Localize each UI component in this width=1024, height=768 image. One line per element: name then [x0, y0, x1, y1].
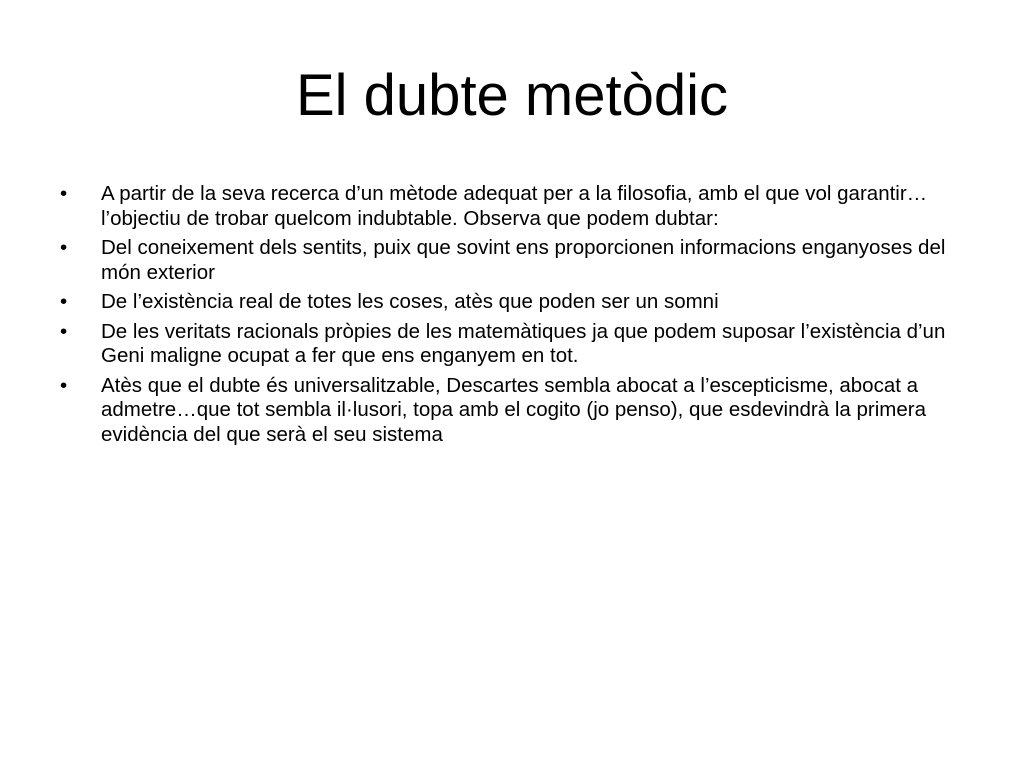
bullet-text: De les veritats racionals pròpies de les matemàtiques ja que podem suposar l’existència d’un Geni maligne ocupat a fer que ens enganyem en tot. [101, 319, 946, 367]
bullet-text: Atès que el dubte és universalitzable, Descartes sembla abocat a l’escepticisme, abocat a admetre…que tot sembla il·lusori, topa amb el cogito (jo penso), que esdevindrà la primera evidència del que serà el seu sistema [101, 373, 926, 446]
bullet-icon: • [60, 182, 68, 205]
bullet-icon: • [60, 290, 68, 313]
bullet-text: De l’existència real de totes les coses, atès que poden ser un somni [101, 290, 719, 313]
bullet-item-5 [60, 374, 980, 448]
bullet-text: Del coneixement dels sentits, puix que sovint ens proporcionen informacions enganyoses del món exterior [101, 236, 946, 284]
bullet-item-2 [60, 236, 980, 285]
bullet-icon: • [60, 236, 68, 259]
bullet-icon: • [60, 319, 68, 343]
bullet-text: A partir de la seva recerca d’un mètode adequat per a la filosofia, amb el que vol garantir…l’objectiu de trobar quelcom indubtable. Observa que podem dubtar: [101, 182, 928, 230]
bullet-item-1 [60, 182, 980, 231]
bullet-item-3 [60, 290, 980, 315]
slide-title: El dubte metòdic [295, 63, 729, 128]
bullet-icon: • [60, 373, 68, 397]
bullet-list [60, 182, 980, 452]
bullet-item-4 [60, 320, 980, 369]
